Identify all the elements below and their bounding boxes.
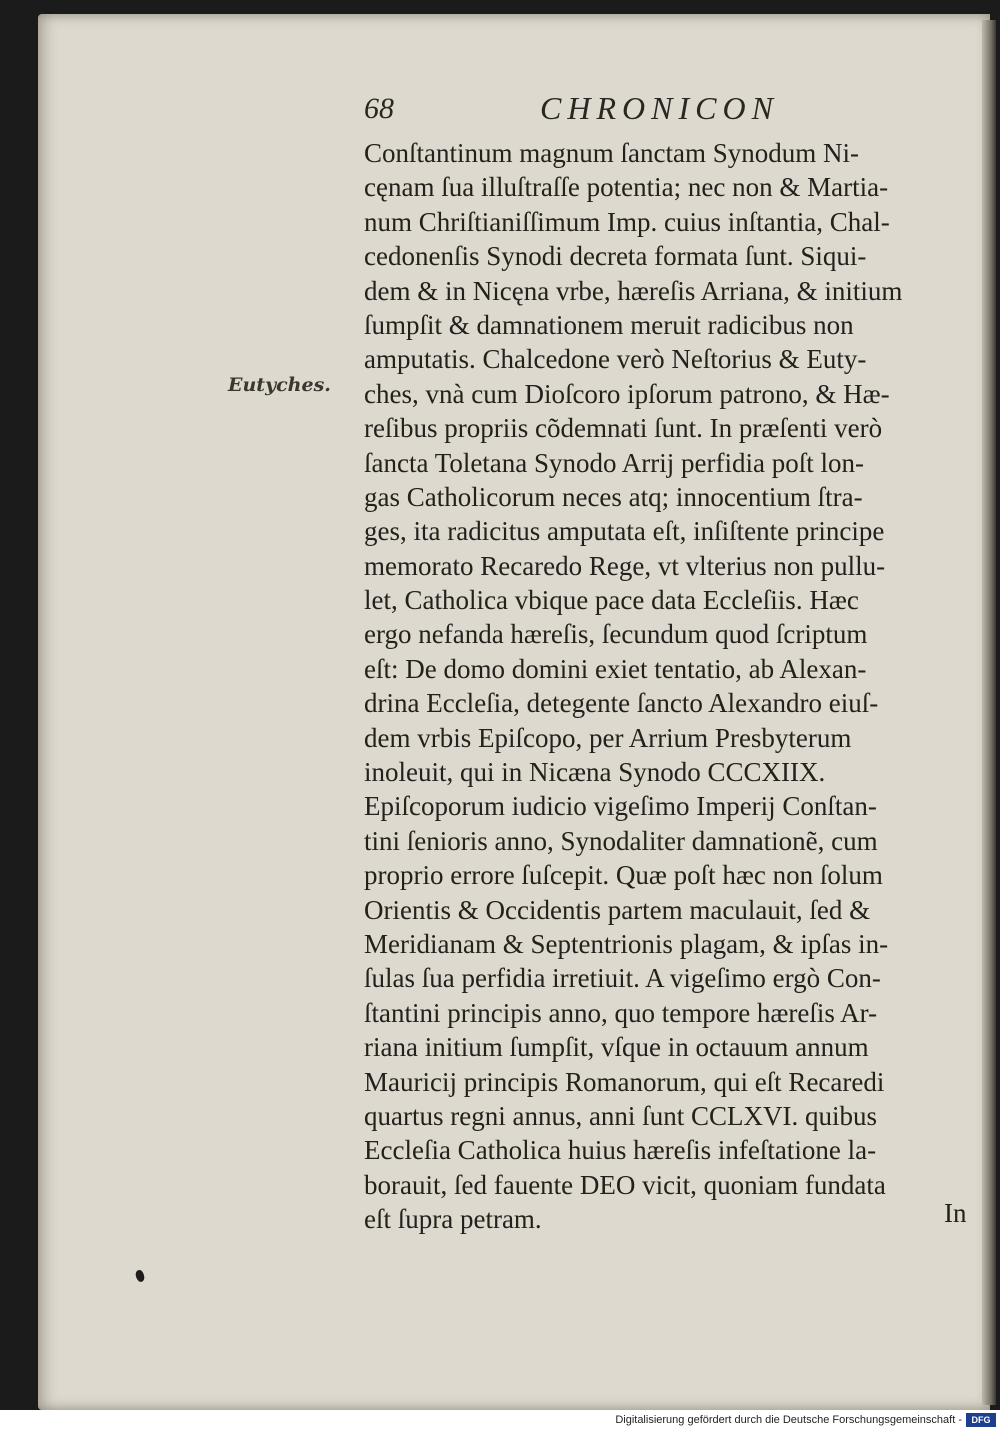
- text-line: gas Catholicorum neces atq; innocentium ſtra-: [364, 481, 863, 512]
- text-line: Conſtantinum magnum ſanctam Synodum Ni-: [364, 138, 859, 168]
- text-line: Mauricij principis Romanorum, qui eſt Recaredi: [364, 1066, 885, 1097]
- page-header: [364, 90, 964, 140]
- text-line: dem vrbis Epiſcopo, per Arrium Presbyterum: [364, 722, 852, 753]
- text-line: Epiſcoporum iudicio vigeſimo Imperij Conſtan-: [364, 791, 877, 822]
- text-line: ſtantini principis anno, quo tempore hæreſis Ar-: [364, 997, 878, 1028]
- text-line: cęnam ſua illuſtraſſe potentia; nec non & Martia-: [364, 172, 889, 203]
- text-line: ges, ita radicitus amputata eſt, inſiſtente principe: [364, 516, 885, 547]
- dfg-logo: DFG: [966, 1413, 996, 1427]
- page-edge: [982, 20, 996, 1405]
- catchword: In: [944, 1198, 967, 1228]
- text-line: reſibus propriis cõdemnati ſunt. In præſenti verò: [364, 413, 883, 444]
- body-text: [364, 136, 976, 1237]
- page-number: 68: [364, 92, 394, 125]
- margin-note: Eutyches.: [228, 374, 331, 396]
- funding-credit: Digitalisierung gefördert durch die Deutsche Forschungsgemeinschaft -: [615, 1414, 962, 1426]
- text-line: tini ſenioris anno, Synodaliter damnationẽ, cum: [364, 825, 878, 856]
- text-line: ſumpſit & damnationem meruit radicibus non: [364, 309, 854, 340]
- footer-bar: [0, 1410, 1000, 1432]
- text-line: Meridianam & Septentrionis plagam, & ipſas in-: [364, 928, 889, 959]
- text-line: riana initium ſumpſit, vſque in octauum annum: [364, 1032, 869, 1063]
- text-line: ches, vnà cum Dioſcoro ipſorum patrono, & Hæ-: [364, 378, 890, 409]
- text-line: let, Catholica vbique pace data Eccleſiis. Hæc: [364, 585, 859, 616]
- text-line: Orientis & Occidentis partem maculauit, ſed &: [364, 894, 871, 925]
- text-line: borauit, ſed fauente DEO vicit, quoniam fundata: [364, 1169, 886, 1200]
- text-line: quartus regni annus, anni ſunt CCLXVI. quibus: [364, 1100, 877, 1131]
- text-line: memorato Recaredo Rege, vt vlterius non pullu-: [364, 550, 886, 581]
- running-title: CHRONICON: [540, 90, 779, 126]
- text-line: amputatis. Chalcedone verò Neſtorius & Euty-: [364, 344, 867, 375]
- text-line: ergo nefanda hæreſis, ſecundum quod ſcriptum: [364, 619, 868, 650]
- text-line: proprio errore ſuſcepit. Quæ poſt hæc non ſolum: [364, 860, 883, 891]
- text-line: Eccleſia Catholica huius hæreſis infeſtatione la-: [364, 1135, 877, 1166]
- text-line: num Chriſtianiſſimum Imp. cuius inſtantia, Chal-: [364, 206, 890, 237]
- text-line: inoleuit, qui in Nicæna Synodo CCCXIIX.: [364, 757, 826, 788]
- text-line: drina Eccleſia, detegente ſancto Alexandro eiuſ-: [364, 688, 879, 719]
- text-line: cedonenſis Synodi decreta formata ſunt. Siqui-: [364, 241, 867, 272]
- text-line: ſulas ſua perfidia irretiuit. A vigeſimo ergò Con-: [364, 963, 881, 994]
- text-line: ſancta Toletana Synodo Arrij perfidia poſt lon-: [364, 447, 864, 478]
- text-line: eſt ſupra petram.: [364, 1204, 542, 1235]
- text-line: eſt: De domo domini exiet tentatio, ab Alexan-: [364, 653, 867, 684]
- text-line: dem & in Nicęna vrbe, hæreſis Arriana, & initium: [364, 275, 903, 306]
